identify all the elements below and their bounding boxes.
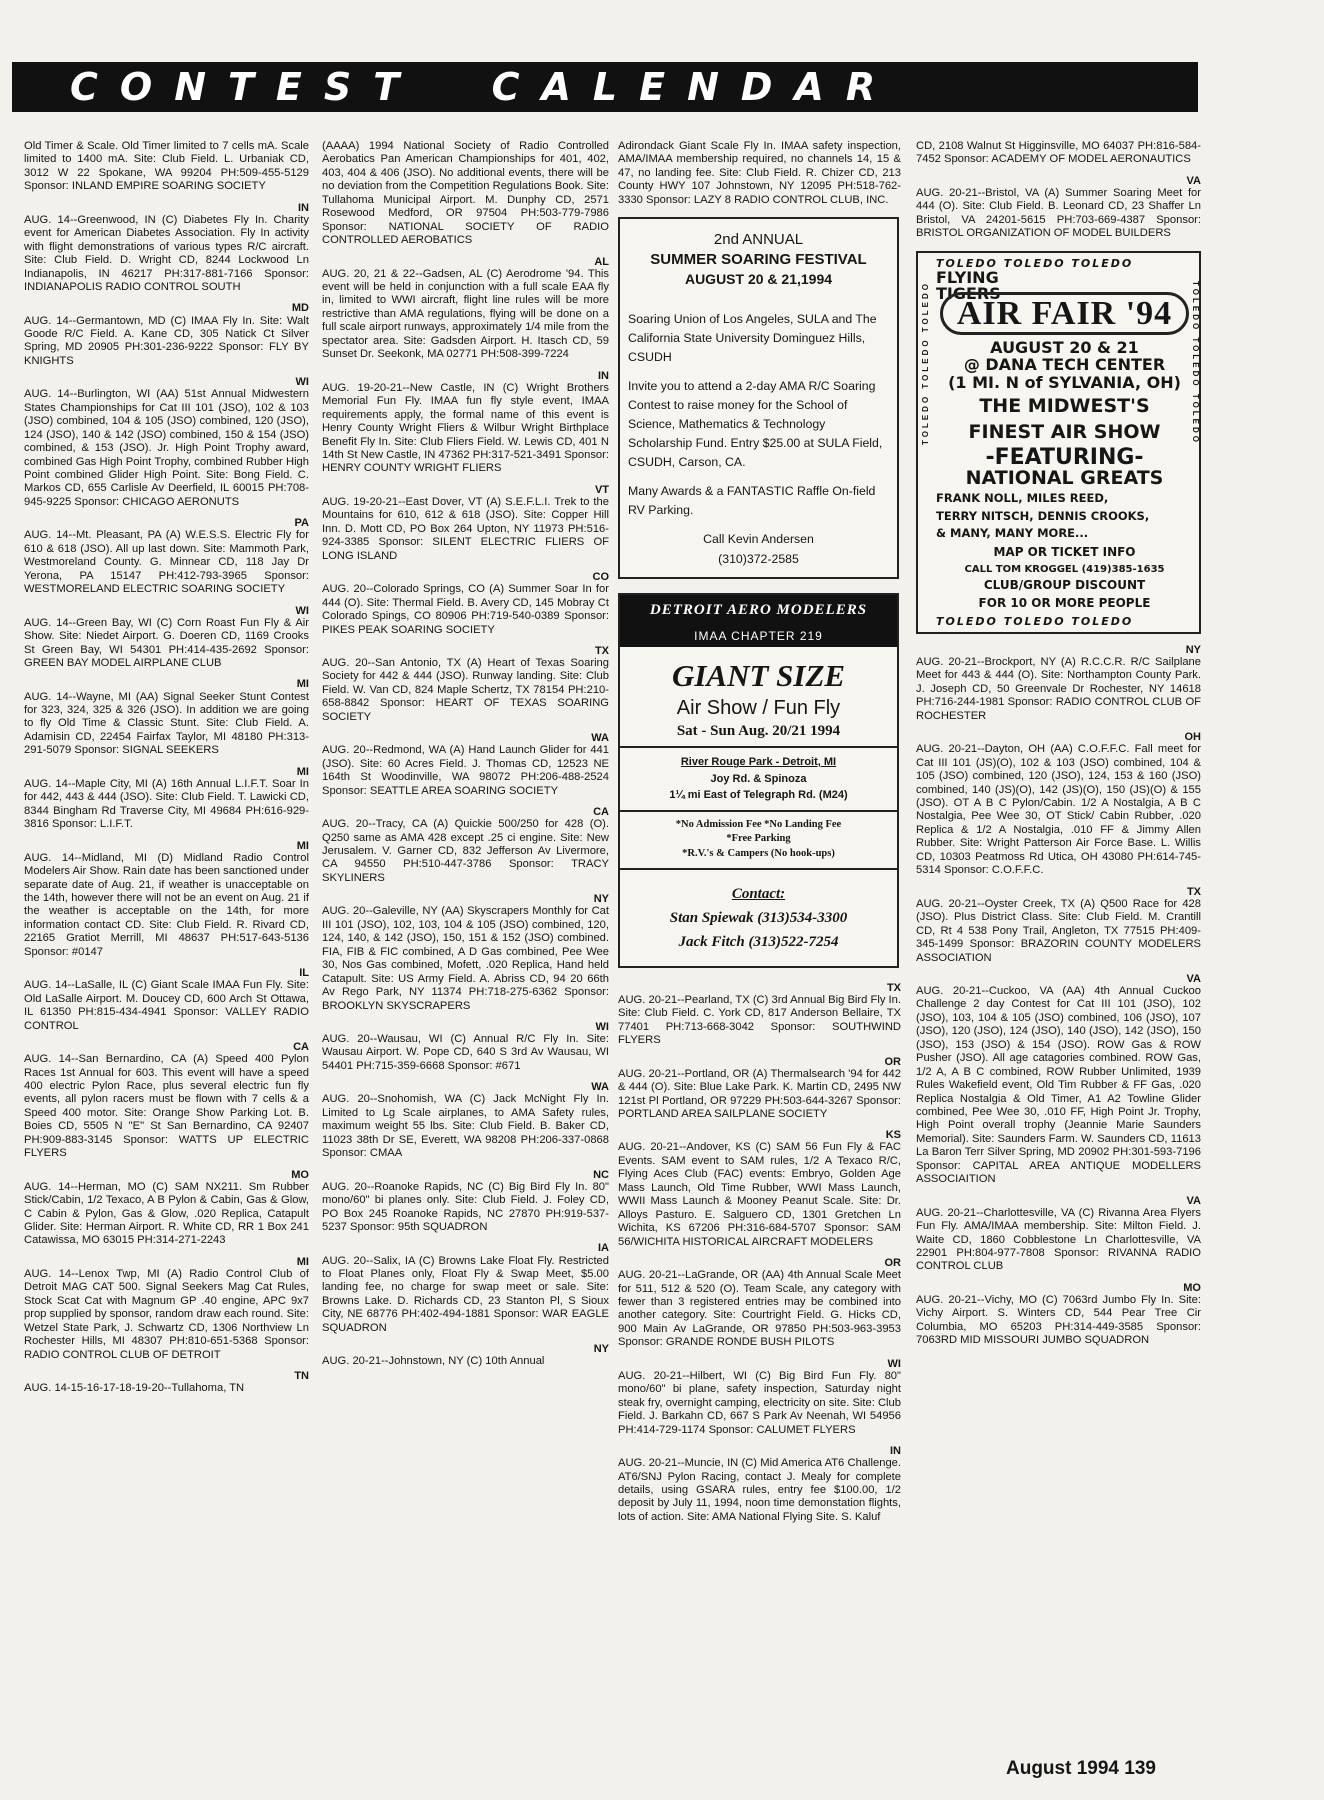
state-heading: WI xyxy=(595,1020,609,1033)
toledo-air-fair-ad xyxy=(916,251,1201,634)
listing-text: AUG. 20-21--Pearland, TX (C) 3rd Annual Big Bird Fly In. Site: Club Field. C. York CD, 817 Anderson Bellaire, TX 77401 PH:713-668-3042 Sponsor: SOUTHWIND FLYERS xyxy=(618,993,901,1047)
listing-entry xyxy=(916,973,1201,1187)
ad-location-line: @ DANA TECH CENTER xyxy=(963,355,1166,375)
listing-text: AUG. 20-21--Hilbert, WI (C) Big Bird Fun Fly. 80" mono/60" bi plane, safety inspection, Saturday night steak fry, overnight camping, electricity on site. Site: Club Field. J. Barkahn CD, 667 S Park Av Neenah, WI 54956 PH:414-729-1174 Sponsor: CALUMET FLYERS xyxy=(618,1369,901,1436)
ad-paragraph: Soaring Union of Los Angeles, SULA and The California State University Dominguez Hills, CSUDH xyxy=(628,311,877,365)
column-4-listings xyxy=(916,644,1201,1348)
ad-slogan: FINEST AIR SHOW xyxy=(968,421,1161,444)
listing-text: AUG. 20-21--Cuckoo, VA (AA) 4th Annual Cuckoo Challenge 2 day Contest for Cat III 101 (JSO), 102 (JSO), 103, 104 & 105 (JSO) combined, 106 (JSO), 107 (JSO), 120 (JSO), 124 (JSO), 140 (JSO), 142 (JSO), 150 (JSO), 153 (JSO) & 154 (JSO). ROW Gas & ROW Pusher (JSO). All age catagories combined. ROW Gas, 1/2 A, A B C combined, ROW Rubber Unlimited, 1939 Rules Wakefield event, Old Tim Rubber & FF Gas, .020 Replica Nostalgia & Old Timer, A1 A2 Towline Glider combined, Pee Wee 30, .010 FF, High Point Jr. Trophy, High Point overall trophy (Jeannie Marie Saunders Memorial). Site: Saunders Farm. W. Saunders CD, 11613 La Baron Terr Silver Spring, MD 20902 PH:301-593-7196 Sponsor: CAPITAL AREA ANTIQUE MODELLERS ASSOCIAITION xyxy=(916,985,1201,1186)
listing-entry xyxy=(24,376,309,509)
listing-entry xyxy=(322,370,609,476)
listing-entry xyxy=(618,1358,901,1437)
ad-fees xyxy=(620,812,897,870)
listing-entry xyxy=(24,766,309,832)
listing-text: AUG. 20-21--Dayton, OH (AA) C.O.F.F.C. Fall meet for Cat III 101 (JS)(O), 102 & 103 (JSO) combined, 104 & 105 (JSO) combined, 120 (JSO), 124, 153 & 160 (JSO) combined, 140 (JS)(O), 142 (JS)(O), 150 (JS)(O) & 155 (JSO). OT A B C Pylon/Cabin. 1/2 A Nostalgia, A B C Nostalgia, Pee Wee 30, OT Stick/ Cabin Rubber, .020 Replica & 1/2 A Nostalgia, .010 FF & Jimmy Allen Rubber. Site: Wright Patterson Air Force Base. L. Willis CD, 10303 Peatmoss Rd Utica, OH 43080 PH:614-745-5314 Sponsor: C.O.F.F.C. xyxy=(916,743,1201,877)
listing-entry xyxy=(322,1343,609,1369)
listing-text: AUG. 20--Colorado Springs, CO (A) Summer Soar In for 444 (O). Site: Thermal Field. B. Avery CD, 145 Mobray Ct Colorado Spings, CO 80906 PH:719-540-0389 Sponsor: PIKES PEAK SOARING SOCIETY xyxy=(322,583,609,636)
ad-location xyxy=(620,746,897,812)
state-heading: NY xyxy=(593,893,609,906)
listing-entry xyxy=(24,967,309,1033)
ad-fee-line: *Free Parking xyxy=(726,833,791,845)
column-3 xyxy=(618,140,901,1532)
listing-entry xyxy=(322,1021,609,1073)
state-heading: KS xyxy=(885,1129,901,1142)
state-heading: AL xyxy=(594,255,609,268)
listing-text: AUG. 20-21--Vichy, MO (C) 7063rd Jumbo Fly In. Site: Vichy Airport. S. Winters CD, 544 Pear Tree Cir Columbia, MO 65203 PH:314-449-3585 Sponsor: 7063RD MID MISSOURI JUMBO SQUADRON xyxy=(916,1293,1201,1347)
ad-performer-line: FRANK NOLL, MILES REED, xyxy=(936,491,1109,506)
listing-text: CD, 2108 Walnut St Higginsville, MO 64037 PH:816-584-7452 Sponsor: ACADEMY OF MODEL AERONAUTICS xyxy=(916,140,1201,166)
air-fair-title: AIR FAIR '94 xyxy=(940,292,1189,335)
listing-entry xyxy=(24,1041,309,1161)
ad-contact xyxy=(620,870,897,966)
ad-line: 2nd ANNUAL xyxy=(713,231,804,249)
detroit-aero-modelers-ad xyxy=(618,593,899,968)
state-heading: OH xyxy=(1184,731,1201,744)
ad-fee-line: *R.V.'s & Campers (No hook-ups) xyxy=(682,848,835,859)
listing-entry xyxy=(322,571,609,637)
ad-info-line: FOR 10 OR MORE PEOPLE xyxy=(978,595,1151,610)
column-4-top-listings xyxy=(916,140,1201,241)
listing-text: AUG. 14--Midland, MI (D) Midland Radio Control Modelers Air Show. Rain date has been sanctioned under separate date of Aug. 21, if weather is unacceptable on the 14th, however there will not be an event on Aug. 21 if the weather is acceptable on the 14th, for more information contact CD. Site: Club Field. R. Rivard CD, 22165 Gratiot Merrill, MI 48637 PH:517-643-5136 Sponsor: #0147 xyxy=(24,851,309,958)
state-heading: OR xyxy=(884,1055,901,1068)
listing-text: AUG. 20--Salix, IA (C) Browns Lake Float Fly. Restricted to Float Planes only, Float Fly & Swap Meet, $5.00 landing fee, no charge for swap meet or sale. Site: Browns Lake. D. Richards CD, 23 Stanton Pl, S Sioux City, NE 68776 PH:402-494-1881 Sponsor: WAR EAGLE SQUADRON xyxy=(322,1254,609,1334)
listing-text: AUG. 14--Greenwood, IN (C) Diabetes Fly In. Charity event for American Diabetes Association. Fly In activity with flight demonstrations of various types R/C aircraft. Site: Club Field. D. Wright CD, 8244 Lockwood Ln Indianapolis, IN 46217 PH:317-881-7166 Sponsor: INDIANAPOLIS RADIO CONTROL SOUTH xyxy=(24,213,309,294)
listing-entry xyxy=(24,517,309,596)
summer-soaring-festival-ad xyxy=(618,217,899,578)
listing-text: AUG. 20-21--Bristol, VA (A) Summer Soaring Meet for 444 (O). Site: Club Field. B. Leonard CD, 23 Shaffer Ln Bristol, VA 24201-5615 PH:703-669-4387 Sponsor: BRISTOL ORGANIZATION OF MODEL BUILDERS xyxy=(916,186,1201,240)
ad-chapter: IMAA CHAPTER 219 xyxy=(694,628,823,643)
listing-entry xyxy=(916,175,1201,241)
column-3-listings xyxy=(618,982,901,1525)
listing-entry xyxy=(24,605,309,671)
listing-text: AUG. 14--Maple City, MI (A) 16th Annual L.I.F.T. Soar In for 442, 443 & 444 (JSO). Site: Club Field. T. Lawicki CD, 8344 Bingham Rd Traverse City, MI 49684 PH:616-929-3816 Sponsor: L.I.F.T. xyxy=(24,777,309,831)
state-heading: WI xyxy=(295,376,309,389)
listing-entry xyxy=(24,678,309,757)
ad-side-text: TOLEDO TOLEDO TOLEDO xyxy=(921,280,930,445)
listing-text: AUG. 20--San Antonio, TX (A) Heart of Texas Soaring Society for 442 & 444 (JSO). Runway landing. Site: Club Field. W. Van CD, 824 Maple Schertz, TX 78154 PH:210-658-8842 Sponsor: HEART OF TEXAS SOARING SOCIETY xyxy=(322,657,609,723)
state-heading: CA xyxy=(293,1041,309,1054)
listing-entry xyxy=(618,1257,901,1350)
listing-entry xyxy=(24,202,309,295)
state-heading: VA xyxy=(1186,174,1201,187)
state-heading: OR xyxy=(884,1256,901,1269)
ad-performer-line: TERRY NITSCH, DENNIS CROOKS, xyxy=(936,508,1150,523)
state-heading: IN xyxy=(598,369,609,382)
column-1 xyxy=(24,140,309,1404)
ad-call: Call Kevin Andersen xyxy=(703,532,814,547)
ad-contact-heading: Contact: xyxy=(731,885,786,902)
listing-text: AUG. 20-21--Johnstown, NY (C) 10th Annual xyxy=(322,1355,545,1368)
ad-title: SUMMER SOARING FESTIVAL xyxy=(650,251,867,269)
state-heading: MO xyxy=(1183,1281,1201,1294)
listing-text: AUG. 19-20-21--New Castle, IN (C) Wright Brothers Memorial Fun Fly. IMAA fun fly style event, IMAA requirements apply, the formal name of this event is Henry County Wright Fliers & Wilbur Wright Birthplace Benefit Fly In. Site: Club Fliers Field. W. Lewis CD, 401 N 14th St New Castle, IN 47362 PH:317-521-3491 Sponsor: HENRY COUNTY WRIGHT FLIERS xyxy=(322,381,609,475)
ad-featuring-sub: NATIONAL GREATS xyxy=(965,467,1164,490)
listing-entry xyxy=(322,732,609,798)
listing-text: AUG. 20--Redmond, WA (A) Hand Launch Glider for 441 (JSO). Site: 60 Acres Field. J. Thomas CD, 12523 NE 164th St Woodinville, WA 98072 PH:206-488-2524 Sponsor: SEATTLE AREA SOARING SOCIETY xyxy=(322,744,609,797)
listing-text: Adirondack Giant Scale Fly In. IMAA safety inspection, AMA/IMAA membership required, no channels 14, 15 & 47, no landing fee. Site: Club Field. R. Chizer CD, 213 County HWY 107 Johnstown, NY 12095 PH:518-762-3330 Sponsor: LAZY 8 RADIO CONTROL CLUB, INC. xyxy=(618,140,901,206)
listing-text: Old Timer & Scale. Old Timer limited to 7 cells mA. Scale limited to 1400 mA. Site: Club Field. L. Urbaniak CD, 3012 W 22 Spokane, WA 99204 PH:509-455-5129 Sponsor: INLAND EMPIRE SOARING SOCIETY xyxy=(24,140,309,193)
listing-text: AUG. 14-15-16-17-18-19-20--Tullahoma, TN xyxy=(24,1382,245,1395)
ad-date: AUGUST 20 & 21,1994 xyxy=(684,271,833,288)
state-heading: MI xyxy=(296,678,309,691)
state-heading: CO xyxy=(592,571,609,584)
ad-paragraph: Invite you to attend a 2-day AMA R/C Soaring Contest to raise money for the School of Science, Mathematics & Technology Scholarship Fund. Entry $25.00 at SULA Field, CSUDH, Carson, CA. xyxy=(628,379,883,470)
listing-entry xyxy=(322,484,609,563)
contest-calendar-banner xyxy=(12,62,1198,112)
listing-text: AUG. 14--Herman, MO (C) SAM NX211. Sm Rubber Stick/Cabin, 1/2 Texaco, A B Pylon & Cabin, Gas & Glow, C Cabin & Pylon, Gas & Glow, .020 Replica, Catapult Glider. Site: Herman Airport. R. White CD, RR 1 Box 241 Catawissa, MO 63015 PH:314-271-2243 xyxy=(24,1180,309,1247)
ad-info-line: CALL TOM KROGGEL (419)385-1635 xyxy=(964,563,1165,575)
ad-location-line: 1¼ mi East of Telegraph Rd. (M24) xyxy=(669,789,848,802)
listing-entry xyxy=(322,1169,609,1235)
listing-entry xyxy=(24,140,309,194)
listing-entry xyxy=(322,806,609,885)
state-heading: VT xyxy=(594,483,609,496)
listing-text: AUG. 20-21--Muncie, IN (C) Mid America AT6 Challenge. AT6/SNJ Pylon Racing, contact J. Mealy for complete details, using GSARA rules, entry fee $100.00, 1/2 deposit by July 11, 1994, noon time demonstation flights, lots of action. Site: AMA National Flying Site. S. Kaluf xyxy=(618,1457,901,1523)
listing-text: AUG. 20-21--Portland, OR (A) Thermalsearch '94 for 442 & 444 (O). Site: Blue Lake Park. K. Martin CD, 2495 NW 121st Pl Portland, OR 97229 PH:503-644-3267 Sponsor: PORTLAND AREA SAILPLANE SOCIETY xyxy=(618,1067,901,1120)
ad-contact-line: Stan Spiewak (313)534-3300 xyxy=(669,909,848,926)
listing-entry xyxy=(24,302,309,368)
ad-fee-line: *No Admission Fee *No Landing Fee xyxy=(675,818,842,830)
state-heading: TX xyxy=(886,981,901,994)
listing-entry xyxy=(916,140,1201,167)
listing-text: AUG. 20-21--Andover, KS (C) SAM 56 Fun Fly & FAC Events. SAM event to SAM rules, 1/2 A Texaco R/C, Flying Aces Club (FAC) events: Embryo, Golden Age Mass Launch, Old Time Rubber, WWI Mass Launch, WWII Mass Launch & Mooney Peanut Scale. Site: Dr. Alloys Pasturo. E. Salguero CD, 1301 Gretchen Ln Wichita, KS 67206 PH:316-684-5707 Sponsor: SAM 56/WICHITA HISTORICAL AIRCRAFT MODELERS xyxy=(618,1141,901,1248)
listing-text: AUG. 20-21--Oyster Creek, TX (A) Q500 Race for 428 (JSO). Plus District Class. Site: Club Field. M. Crantill CD, Rt 4 538 Pony Trail, Angleton, TX 77515 PH:409-345-1499 Sponsor: BRAZORIN COUNTY MODELERS ASSOCIATION xyxy=(916,897,1201,964)
listing-entry xyxy=(322,1242,609,1335)
listing-entry xyxy=(322,256,609,362)
state-heading: WI xyxy=(295,604,309,617)
ad-info-line: MAP OR TICKET INFO xyxy=(993,544,1136,559)
ad-phone: (310)372-2585 xyxy=(718,551,799,566)
listing-text: AUG. 19-20-21--East Dover, VT (A) S.E.F.L.I. Trek to the Mountains for 610, 612 & 618 (JSO). Site: Copper Hill Inn. D. Mott CD, PO Box 264 Upton, NY 11973 PH:516-924-3385 Sponsor: SILENT ELECTRIC FLIERS OF LONG ISLAND xyxy=(322,495,609,562)
listing-text: AUG. 20, 21 & 22--Gadsen, AL (C) Aerodrome '94. This event will be held in conjunction with a full scale EAA fly in, limited to WWI aircraft, flight line rules will be more restrictive than AMA regulations, flying will be done on a full scale airport runways, approximately 1/4 mile from the spectator area. Site: Gadsden Airport. H. Itasch CD, 59 Sunset Dr. Seekonk, MA 02771 PH:508-399-7224 xyxy=(322,267,609,361)
listing-entry xyxy=(322,1081,609,1160)
listing-entry xyxy=(916,644,1201,723)
ad-date: Sat - Sun Aug. 20/21 1994 xyxy=(676,723,841,740)
ad-club-name: TIGERS xyxy=(936,283,1001,303)
listing-entry xyxy=(322,645,609,724)
state-heading: NY xyxy=(593,1343,609,1356)
listing-entry xyxy=(618,1056,901,1122)
listing-entry xyxy=(322,893,609,1013)
state-heading: WI xyxy=(887,1357,901,1370)
ad-date: AUGUST 20 & 21 xyxy=(990,337,1139,357)
listing-entry xyxy=(322,140,609,248)
state-heading: IA xyxy=(598,1242,609,1255)
ad-location-line: River Rouge Park - Detroit, MI xyxy=(680,756,837,769)
listing-entry xyxy=(916,1195,1201,1274)
listing-text: AUG. 14--Mt. Pleasant, PA (A) W.E.S.S. Electric Fly for 610 & 618 (JSO). All up last down. Site: Mammoth Park, Westmoreland County. G. Minnear CD, 118 Jay Dr Yerona, PA 15147 PH:412-793-3965 Sponsor: WESTMORELAND ELECTRIC SOARING SOCIETY xyxy=(24,529,309,596)
listing-text: AUG. 20--Roanoke Rapids, NC (C) Big Bird Fly In. 80" mono/60" bi planes only. Site: Club Field. J. Foley CD, PO Box 245 Roanoke Rapids, NC 27870 PH:919-537-5237 Sponsor: 95th SQUADRON xyxy=(322,1180,609,1234)
listing-entry xyxy=(24,1169,309,1248)
listing-text: AUG. 20--Galeville, NY (AA) Skyscrapers Monthly for Cat III 101 (JSO), 102, 103, 104 & 105 (JSO) combined, 120, 124, 140, & 142 (JSO), 150, 151 & 152 (JSO) combined. FIA, FIB & FIC combined, A D Gas combined, Pee Wee 30, Nos Gas combined, Mofett, .020 Replica, Hand held Catapult. Site: US Army Field. A. Abriss CD, 94 20 66th Av Rego Park, NY 11374 PH:718-275-6362 Sponsor: BROOKLYN SKYSCRAPERS xyxy=(322,905,609,1012)
ad-header xyxy=(620,595,897,647)
ad-location-line: (1 MI. N of SYLVANIA, OH) xyxy=(948,372,1181,392)
listing-text: AUG. 20-21--Charlottesville, VA (C) Rivanna Area Flyers Fun Fly. AMA/IMAA membership. Site: Milton Field. J. Waite CD, 1860 Cobblestone Ln Charlottesville, VA 22901 PH:804-977-7808 Sponsor: RIVANNA RADIO CONTROL CLUB xyxy=(916,1206,1201,1273)
state-heading: IN xyxy=(890,1444,901,1457)
state-heading: VA xyxy=(1186,972,1201,985)
ad-performer-line: & MANY, MANY MORE... xyxy=(936,526,1089,541)
state-heading: MI xyxy=(296,765,309,778)
state-heading: TN xyxy=(294,1370,309,1383)
listing-entry xyxy=(24,840,309,960)
ad-side-text: TOLEDO TOLEDO TOLEDO xyxy=(1191,280,1200,445)
state-heading: TX xyxy=(594,644,609,657)
listing-entry xyxy=(618,1445,901,1524)
ad-toledo-strip: TOLEDO TOLEDO TOLEDO xyxy=(936,614,1134,628)
listing-text: AUG. 20--Snohomish, WA (C) Jack McNight Fly In. Limited to Lg Scale airplanes, to AMA Safety rules, maximum weight 55 lbs. Site: Club Field. B. Baker CD, 11023 38th Dr SE, Everett, WA 98208 PH:206-337-0868 Sponsor: CMAA xyxy=(322,1093,609,1160)
state-heading: WA xyxy=(591,1081,609,1094)
banner-title: CONTEST CALENDAR xyxy=(70,65,898,109)
listing-entry xyxy=(916,731,1201,877)
state-heading: MI xyxy=(296,839,309,852)
listing-entry xyxy=(618,140,901,207)
ad-contact-line: Jack Fitch (313)522-7254 xyxy=(678,933,839,950)
listing-text: AUG. 14--Wayne, MI (AA) Signal Seeker Stunt Contest for 323, 324, 325 & 326 (JSO). In addition we are going to fly Old Time & Classic Stunt. Site: Club Field. A. Adamisin CD, 22454 Fairfax Taylor, MI 48180 PH:313-291-5079 Sponsor: SIGNAL SEEKERS xyxy=(24,690,309,757)
listing-text: AUG. 14--Germantown, MD (C) IMAA Fly In. Site: Walt Goode R/C Field. A. Kane CD, 305 Natick Ct Silver Spring, MD 20905 PH:301-236-9222 Sponsor: FLY BY KNIGHTS xyxy=(24,314,309,367)
ad-toledo-strip: TOLEDO TOLEDO TOLEDO xyxy=(936,256,1134,270)
listing-entry xyxy=(24,1370,309,1396)
state-heading: IN xyxy=(298,201,309,214)
ad-headline: GIANT SIZE xyxy=(671,657,846,693)
column-4 xyxy=(916,140,1201,1356)
ad-headline xyxy=(936,294,1193,335)
state-heading: WA xyxy=(591,732,609,745)
listing-text: AUG. 14--Burlington, WI (AA) 51st Annual Midwestern States Championships for Cat III 101 (JSO), 102 & 103 (JSO) combined, 104 & 105 (JSO) combined, 120 (JSO), 124 (JSO), 140 & 142 (JSO) combined, 150 & 154 (JSO) combined, & 153 (JSO). Jr. High Point Trophy award, combined Gas High Point Trophy, combined Rubber High Point combined Glider High Point. Site: Bong Field. C. Markos CD, 655 Carlisle Av Deerfield, IL 60015 PH:708-945-9225 Sponsor: CHICAGO AERONUTS xyxy=(24,388,309,508)
state-heading: NC xyxy=(593,1168,609,1181)
ad-featuring: -FEATURING- xyxy=(985,445,1144,471)
listing-entry xyxy=(618,982,901,1048)
ad-paragraph: Many Awards & a FANTASTIC Raffle On-field RV Parking. xyxy=(628,484,876,518)
ad-club-name: FLYING xyxy=(936,267,999,287)
listing-text: AUG. 20-21--LaGrande, OR (AA) 4th Annual Scale Meet for 511, 512 & 520 (O). Team Scale, any category with fewer than 3 registered entries may be combined into another category. Site: Courtright Field. G. Hicks CD, 900 Main Av LaGrande, OR 97850 PH:503-963-3953 Sponsor: GRANDE RONDE BUSH PILOTS xyxy=(618,1269,901,1349)
state-heading: PA xyxy=(294,517,309,530)
listing-text: (AAAA) 1994 National Society of Radio Controlled Aerobatics Pan American Championships for 401, 402, 403, 404 & 406 (JSO). No additional events, there will be no deviation from the Competition Regulations Book. Site: Tullahoma Municipal Airport. M. Dunphy CD, 2571 Rosewood Medford, OR 97504 PH:503-779-7986 Sponsor: NATIONAL SOCIETY OF RADIO CONTROLLED AEROBATICS xyxy=(322,140,609,247)
listing-entry xyxy=(916,1282,1201,1348)
listing-entry xyxy=(24,1256,309,1362)
listing-entry xyxy=(916,886,1201,965)
listing-text: AUG. 14--LaSalle, IL (C) Giant Scale IMAA Fun Fly. Site: Old LaSalle Airport. M. Doucey CD, 600 Arch St Ottawa, IL 61350 PH:815-434-4941 Sponsor: VALLEY RADIO CONTROL xyxy=(24,979,309,1032)
ad-location-line: Joy Rd. & Spinoza xyxy=(710,772,807,785)
listing-text: AUG. 20--Wausau, WI (C) Annual R/C Fly In. Site: Wausau Airport. W. Pope CD, 640 S 3rd Av Wausau, WI 54401 PH:715-359-6668 Sponsor: #671 xyxy=(322,1033,609,1072)
state-heading: MI xyxy=(296,1255,309,1268)
ad-info-line: CLUB/GROUP DISCOUNT xyxy=(983,578,1146,593)
page-footer: August 1994 139 xyxy=(1006,1758,1156,1779)
state-heading: NY xyxy=(1185,643,1201,656)
listing-text: AUG. 14--San Bernardino, CA (A) Speed 400 Pylon Races 1st Annual for 603. This event will have a speed 400 electric Pylon Race, plus several electric fun fly events, all pylon racers must be flown with 7 cells & a Speed 400 motor. Site: Orange Show Parking Lot. B. Boies CD, 5505 N "E" St San Bernardino, CA 92407 PH:909-883-3145 Sponsor: WATTS UP ELECTRIC FLYERS xyxy=(24,1053,309,1160)
listing-text: AUG. 20--Tracy, CA (A) Quickie 500/250 for 428 (O). Q250 same as AMA 428 except .25 ci engine. Site: New Jerusalem. V. Garner CD, 832 Jefferson Av Livermore, CA 94550 PH:510-447-3786 Sponsor: TRACY SKYLINERS xyxy=(322,818,609,884)
listing-entry xyxy=(618,1129,901,1249)
ad-subtitle: Air Show / Fun Fly xyxy=(676,697,841,720)
ad-slogan: THE MIDWEST'S xyxy=(979,395,1150,418)
listing-text: AUG. 14--Green Bay, WI (C) Corn Roast Fun Fly & Air Show. Site: Niedet Airport. G. Doeren CD, 1169 Crooks St Green Bay, WI 54301 PH:414-435-2692 Sponsor: GREEN BAY MODEL AIRPLANE CLUB xyxy=(24,616,309,670)
listing-text: AUG. 20-21--Brockport, NY (A) R.C.C.R. R/C Sailplane Meet for 443 & 444 (O). Site: Northampton County Park. J. Joseph CD, 50 Greenvale Dr Rochester, NY 14618 PH:716-244-1981 Sponsor: RADIO CONTROL CLUB OF ROCHESTER xyxy=(916,656,1201,722)
state-heading: TX xyxy=(1186,885,1201,898)
column-2 xyxy=(322,140,609,1377)
state-heading: MD xyxy=(291,302,309,315)
ad-club-name: DETROIT AERO MODELERS xyxy=(649,601,868,618)
state-heading: MO xyxy=(291,1168,309,1181)
state-heading: VA xyxy=(1186,1194,1201,1207)
state-heading: IL xyxy=(299,967,309,980)
listing-text: AUG. 14--Lenox Twp, MI (A) Radio Control Club of Detroit MAG CAT 500. Signal Seekers Mag Cat Rules, Stock Scat Cat with Magnum GP .40 engine, APC 9x7 prop supplied by sponsor, random draw each round. Site: Wetzel State Park, J. Schwartz CD, 1306 Northview Ln Rochester Hills, MI 48307 PH:810-651-5368 Sponsor: RADIO CONTROL CLUB OF DETROIT xyxy=(24,1268,309,1361)
state-heading: CA xyxy=(593,806,609,819)
